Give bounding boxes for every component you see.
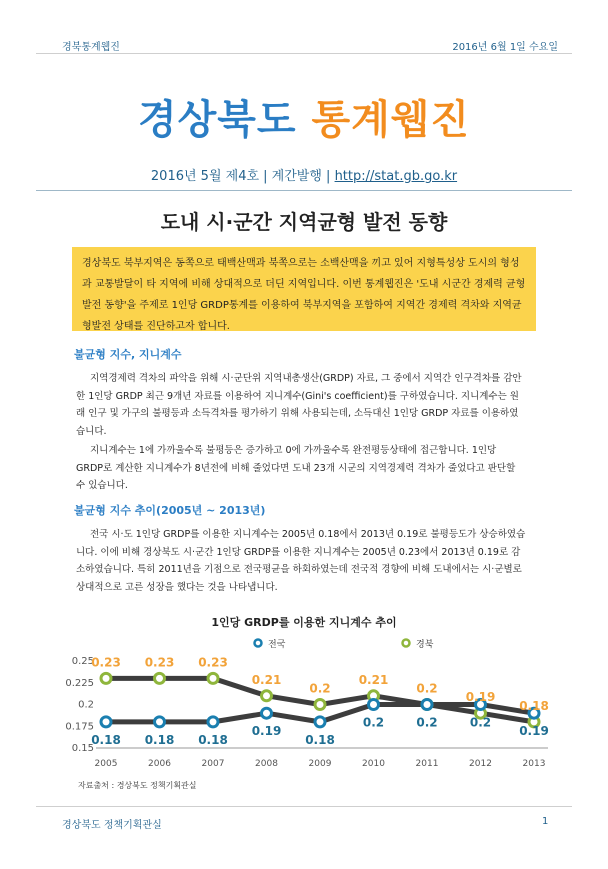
publish-date: 2016년 6월 1일 수요일 bbox=[452, 42, 558, 53]
footer-divider bbox=[36, 806, 572, 807]
x-tick-label: 2006 bbox=[148, 759, 171, 769]
section2-title: 불균형 지수 추이(2005년 ~ 2013년) bbox=[74, 504, 266, 517]
legend-label-0: 전국 bbox=[268, 640, 286, 650]
data-label-0: 0.19 bbox=[251, 724, 282, 739]
article-headline: 도내 시·군간 지역균형 발전 동향 bbox=[160, 210, 448, 234]
section2-paragraph1: 전국 시·도 1인당 GRDP를 이용한 지니계수는 2005년 0.18에서 2013년 0.19로 불평등도가 상승하였습니다. 이에 비해 경상북도 시·군간 1인당 GRDP를 이용한 지니계수는 2005년 0.23에서 2013년 0.19로 감소하였습니다. 특히 2011년을 기점으로 전국평균을 하회하였는데 전국적 경향에 비해 도내에서는 시·군별로 상대적으로 고른 성장을 했다는 것을 나타냅니다. bbox=[76, 529, 526, 593]
data-point-0 bbox=[155, 717, 165, 727]
data-point-0 bbox=[101, 717, 111, 727]
data-label-1: 0.21 bbox=[358, 672, 389, 687]
data-point-1 bbox=[208, 673, 218, 683]
data-label-0: 0.18 bbox=[198, 732, 228, 747]
webzine-title bbox=[0, 88, 608, 145]
data-point-0 bbox=[262, 708, 272, 718]
data-point-1 bbox=[262, 691, 272, 701]
site-url-link[interactable]: http://stat.gb.go.kr bbox=[334, 169, 458, 184]
issue-info: 2016년 5월 제4호 | 계간발행 | bbox=[150, 169, 335, 184]
x-tick-label: 2011 bbox=[415, 759, 439, 769]
x-tick-label: 2007 bbox=[201, 759, 225, 769]
y-tick-label: 0.15 bbox=[71, 743, 94, 754]
data-label-0: 0.2 bbox=[362, 715, 385, 730]
data-label-0: 0.18 bbox=[144, 732, 175, 747]
data-label-0: 0.18 bbox=[91, 732, 121, 747]
data-label-0: 0.2 bbox=[469, 715, 492, 730]
x-tick-label: 2013 bbox=[522, 759, 546, 769]
masthead-divider bbox=[36, 190, 572, 191]
data-point-0 bbox=[315, 717, 325, 727]
data-point-0 bbox=[208, 717, 218, 727]
data-label-1: 0.21 bbox=[251, 672, 282, 687]
data-label-1: 0.18 bbox=[519, 698, 549, 713]
data-label-1: 0.19 bbox=[465, 690, 496, 705]
data-label-1: 0.2 bbox=[416, 681, 438, 696]
y-tick-label: 0.25 bbox=[71, 656, 94, 667]
data-label-0: 0.18 bbox=[305, 732, 335, 747]
section1-title: 불균형 지수, 지니계수 bbox=[74, 348, 182, 361]
gini-line-chart bbox=[0, 630, 608, 770]
data-label-0: 0.19 bbox=[519, 724, 549, 739]
section1-paragraph2: 지니계수는 1에 가까울수록 불평등은 증가하고 0에 가까울수록 완전평등상태에 접근합니다. 1인당 GRDP로 계산한 지니계수가 8년전에 비해 줄었다면 도내 23개 시군의 지역경제력 격차가 줄었다고 판단할 수 있습니다. bbox=[76, 445, 516, 491]
data-label-1: 0.23 bbox=[144, 655, 175, 670]
issue-line bbox=[0, 165, 608, 184]
data-point-0 bbox=[422, 700, 432, 710]
footer-org: 경상북도 정책기획관실 bbox=[62, 820, 162, 831]
header-divider bbox=[36, 53, 572, 54]
x-tick-label: 2005 bbox=[94, 759, 118, 769]
x-tick-label: 2008 bbox=[255, 759, 278, 769]
data-label-0: 0.2 bbox=[416, 715, 438, 730]
data-source: 자료출처 : 경상북도 정책기획관실 bbox=[78, 781, 197, 790]
title-part2: 통계웹진 bbox=[311, 97, 471, 143]
site-name: 경북통계웹진 bbox=[62, 42, 120, 53]
data-point-0 bbox=[369, 700, 379, 710]
x-tick-label: 2012 bbox=[469, 759, 492, 769]
data-label-1: 0.23 bbox=[91, 655, 121, 670]
summary-box: 경상북도 북부지역은 동쪽으로 태백산맥과 북쪽으로는 소백산맥을 끼고 있어 지형특성상 도시의 형성과 교통발달이 타 지역에 비해 상대적으로 더딘 지역입니다. 이번 통계웹진은 '도내 시군간 경제력 균형발전 동향'을 주제로 1인당 GRDP통계를 이용하여 북부지역을 포함하여 지역간 경제력 격차와 지역균형발전 상태를 진단하고자 합니다. bbox=[72, 247, 536, 331]
data-label-1: 0.2 bbox=[309, 681, 331, 696]
legend-marker-0 bbox=[255, 640, 262, 647]
x-tick-label: 2009 bbox=[308, 759, 332, 769]
y-tick-label: 0.2 bbox=[78, 699, 94, 711]
section1-paragraph1: 지역경제력 격차의 파악을 위해 시·군단위 지역내총생산(GRDP) 자료, 그 중에서 지역간 인구격차를 감안한 1인당 GRDP 최근 9개년 자료를 이용하여 지니계수(Gini's coefficient)를 구하였습니다. 지니계수는 원래 인구 및 가구의 불평등과 소득격차를 평가하기 위해 사용되는데, 소득대신 1인당 GRDP 자료를 이용하였습니다. bbox=[76, 373, 522, 437]
data-label-1: 0.23 bbox=[198, 655, 228, 670]
data-point-1 bbox=[101, 673, 111, 683]
page-number: 1 bbox=[542, 816, 549, 827]
y-tick-label: 0.175 bbox=[65, 721, 94, 733]
y-tick-label: 0.225 bbox=[65, 677, 94, 689]
data-point-1 bbox=[155, 673, 165, 683]
legend-marker-1 bbox=[403, 640, 410, 647]
title-part1: 경상북도 bbox=[137, 97, 297, 143]
x-tick-label: 2010 bbox=[362, 759, 385, 769]
chart-title: 1인당 GRDP를 이용한 지니계수 추이 bbox=[211, 616, 397, 629]
legend-label-1: 경북 bbox=[416, 640, 434, 650]
data-point-1 bbox=[315, 700, 325, 710]
